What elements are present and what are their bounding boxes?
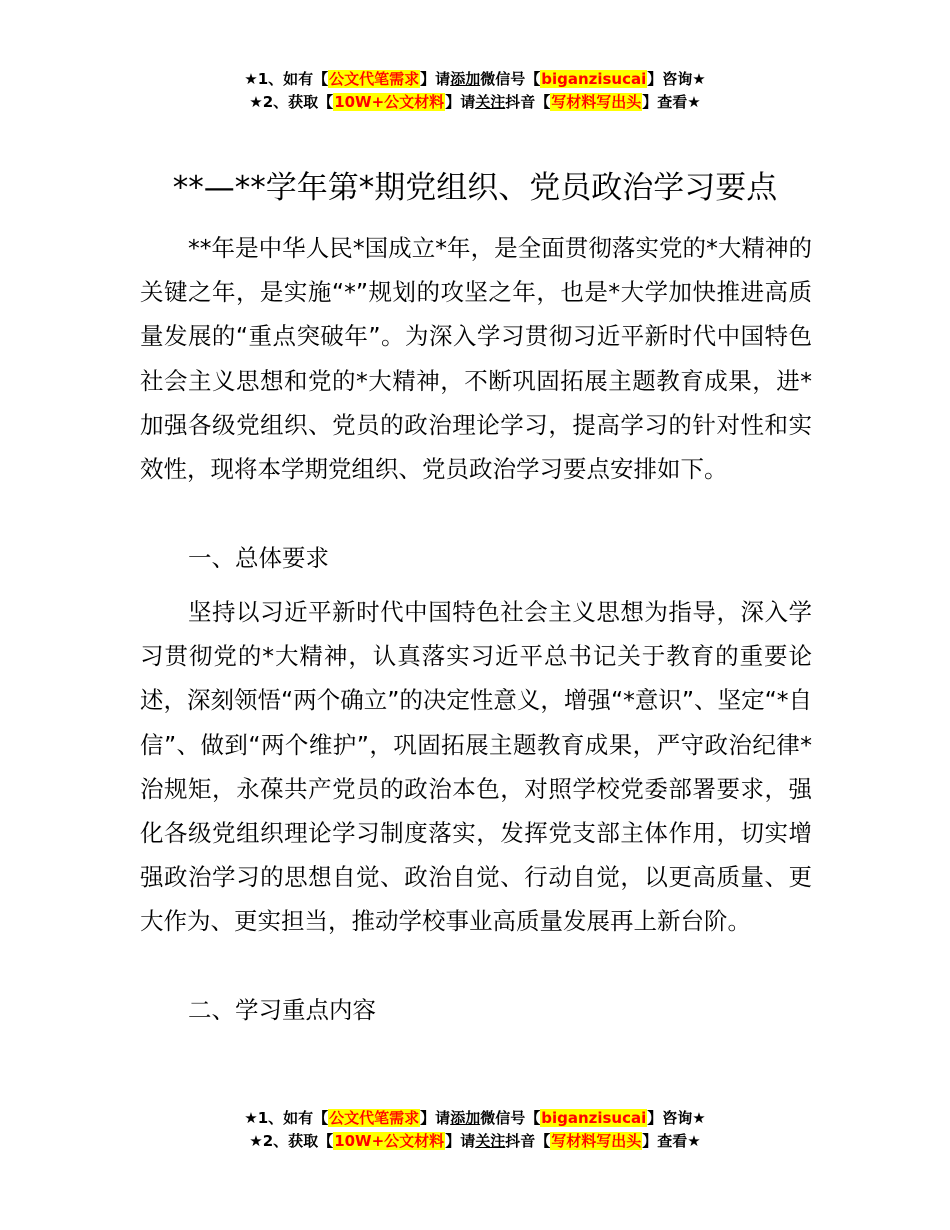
banner-line-1: ★1、如有【公文代笔需求】请添加微信号【biganzisucai】咨询★	[244, 1109, 706, 1127]
banner-line-1: ★1、如有【公文代笔需求】请添加微信号【biganzisucai】咨询★	[244, 70, 706, 88]
highlight-text: 10W+公文材料	[334, 93, 445, 111]
douyin-account: 写材料写出头	[551, 93, 642, 111]
wechat-id: biganzisucai	[541, 70, 647, 88]
underlined-text: 关注	[475, 93, 506, 111]
wechat-id: biganzisucai	[541, 1109, 647, 1127]
highlight-text: 公文代笔需求	[329, 1109, 420, 1127]
underlined-text: 关注	[475, 1132, 506, 1150]
banner-line-2: ★2、获取【10W+公文材料】请关注抖音【写材料写出头】查看★	[249, 1132, 701, 1150]
underlined-text: 添加	[450, 70, 481, 88]
section-heading-1: 一、总体要求	[188, 544, 329, 572]
section-heading-2: 二、学习重点内容	[188, 996, 376, 1024]
requirements-paragraph: 坚持以习近平新时代中国特色社会主义思想为指导，深入学习贯彻党的*大精神，认真落实习近平总书记关于教育的重要论述，深刻领悟“两个确立”的决定性意义，增强“*意识”、坚定“*自信”、做到“两个维护”，巩固拓展主题教育成果，严守政治纪律*治规矩，永葆共产党员的政治本色，对照学校党委部署要求，强化各级党组织理论学习制度落实，发挥党支部主体作用，切实增强政治学习的思想自觉、政治自觉、行动自觉，以更高质量、更大作为、更实担当，推动学校事业高质量发展再上新台阶。	[140, 598, 812, 936]
underlined-text: 添加	[450, 1109, 481, 1127]
intro-paragraph: **年是中华人民*国成立*年，是全面贯彻落实党的*大精神的关键之年，是实施“*”规划的攻坚之年，也是*大学加快推进高质量发展的“重点突破年”。为深入学习贯彻习近平新时代中国特色社会主义思想和党的*大精神，不断巩固拓展主题教育成果，进*加强各级党组织、党员的政治理论学习，提高学习的针对性和实效性，现将本学期党组织、党员政治学习要点安排如下。	[140, 234, 812, 484]
footer-banner	[0, 1107, 950, 1153]
highlight-text: 公文代笔需求	[329, 70, 420, 88]
douyin-account: 写材料写出头	[551, 1132, 642, 1150]
header-banner	[0, 68, 950, 114]
highlight-text: 10W+公文材料	[334, 1132, 445, 1150]
document-title: **—**学年第*期党组织、党员政治学习要点	[172, 170, 778, 206]
banner-line-2: ★2、获取【10W+公文材料】请关注抖音【写材料写出头】查看★	[249, 93, 701, 111]
